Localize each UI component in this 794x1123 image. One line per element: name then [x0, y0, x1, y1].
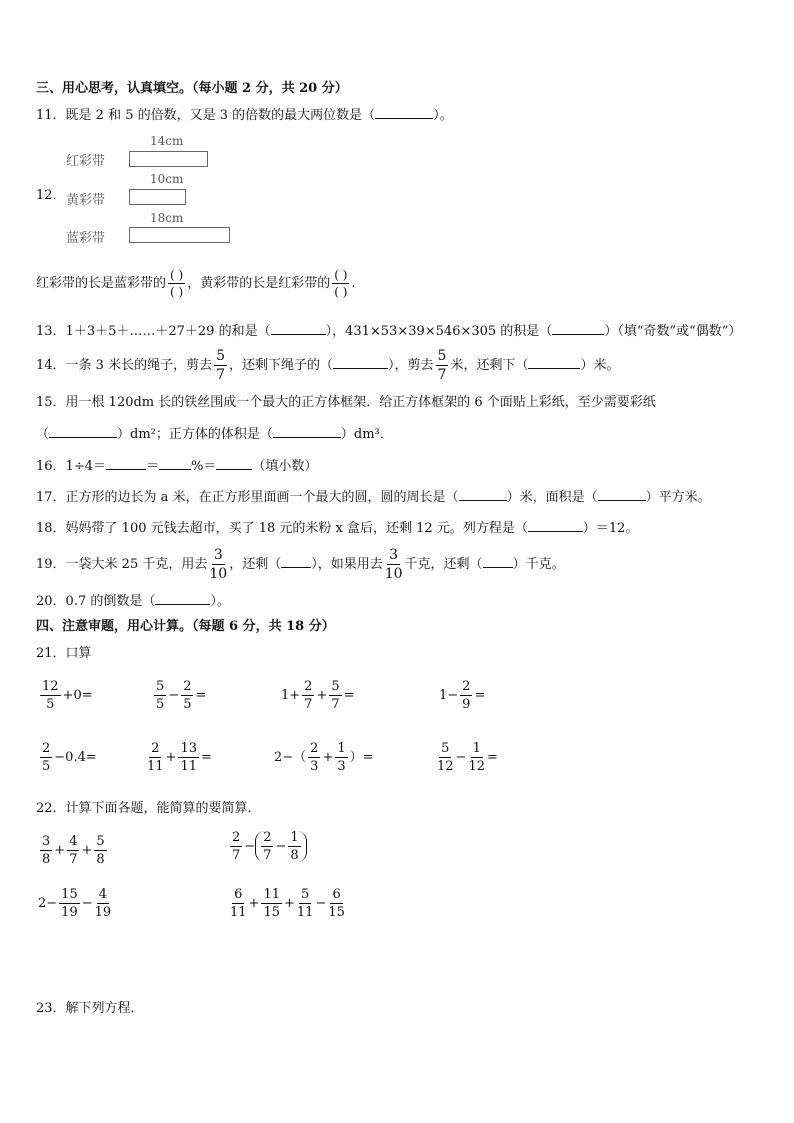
section-4-title: 四、注意审题，用心计算。（每题 6 分，共 18 分） [36, 619, 335, 634]
calc-22-4: $\frac{6}{11}$ + $\frac{11}{15}$ + $\frac{5}{11}$ − $\frac{6}{15}$ [230, 887, 345, 920]
yellow-ribbon-length: 10cm [150, 172, 184, 186]
question-22-title: 22．计算下面各题，能简算的要简算． [36, 801, 261, 816]
question-15-line1: 15．用一根 120dm 长的铁丝围成一个最大的正方体框架．给正方体框架的 6 个面贴上彩纸，至少需要彩纸 [36, 395, 656, 410]
question-15-line2: （ ）dm²；正方体的体积是（ ）dm³． [36, 427, 393, 442]
fraction: $\frac{3}{10}$ [384, 547, 403, 582]
calc-22-2: $\frac{2}{7}$ − $\frac{2}{7}$ − $\frac{1}{8}$ [228, 831, 307, 862]
fraction: $\frac{5}{7}$ [437, 348, 447, 383]
fraction: $\frac{5}{7}$ [216, 348, 225, 383]
calc-21-4: 1− $\frac{2}{9}$ = [439, 679, 486, 712]
calc-21-5: $\frac{2}{5}$ −0.4= [42, 741, 97, 774]
question-12-number: 12． [36, 188, 66, 203]
question-16: 16．1÷4＝ ＝ %＝ （填小数） [36, 459, 318, 474]
answer-fraction-blank[interactable]: $\frac{( )}{( )}$ [334, 268, 348, 299]
fraction: $\frac{3}{10}$ [209, 547, 228, 582]
answer-blank[interactable] [281, 555, 311, 568]
question-19: 19．一袋大米 25 千克，用去 $\frac{3}{10}$ ，还剩（ ），如果用去 $\frac{3}{10}$ 千克，还剩（ ）千克。 [36, 547, 565, 582]
answer-blank[interactable] [216, 457, 252, 470]
answer-blank[interactable] [528, 356, 580, 369]
calc-21-8: $\frac{5}{12}$ − $\frac{1}{12}$ = [437, 741, 498, 774]
question-23-title: 23．解下列方程． [36, 1001, 144, 1016]
question-14: 14．一条 3 米长的绳子，剪去 $\frac{5}{7}$ ，还剩下绳子的（ ），剪去 $\frac{5}{7}$ 米，还剩下（ ）米。 [36, 348, 620, 383]
section-3-title: 三、用心思考，认真填空。（每小题 2 分，共 20 分） [36, 81, 348, 96]
answer-blank[interactable] [271, 322, 326, 335]
yellow-ribbon-bar [129, 189, 186, 205]
question-13: 13．1＋3＋5＋……＋27＋29 的和是（ ），431×53×39×546×305 的积是（ ）（填“奇数”或“偶数”） [36, 324, 742, 339]
blue-ribbon-bar [129, 227, 230, 243]
answer-fraction-blank[interactable]: $\frac{( )}{( )}$ [170, 268, 184, 299]
answer-blank[interactable] [155, 592, 210, 605]
blue-ribbon-length: 18cm [150, 211, 184, 225]
answer-blank[interactable] [598, 488, 646, 501]
question-11: 11．既是 2 和 5 的倍数，又是 3 的倍数的最大两位数是（ ）。 [36, 108, 453, 123]
calc-21-7: 2−（ $\frac{2}{3}$ + $\frac{1}{3}$ ）= [274, 741, 374, 774]
calc-21-6: $\frac{2}{11}$ + $\frac{13}{11}$ = [147, 741, 212, 774]
calc-21-2: $\frac{5}{5}$ − $\frac{2}{5}$ = [156, 679, 207, 712]
calc-21-1: $\frac{12}{5}$ +0= [42, 679, 93, 712]
yellow-ribbon-label: 黄彩带 [66, 193, 106, 208]
answer-blank[interactable] [552, 322, 604, 335]
question-20: 20．0.7 的倒数是（ ）。 [36, 594, 230, 609]
question-17: 17．正方形的边长为 a 米，在正方形里面画一个最大的圆，圆的周长是（ ）米，面积是（ ）平方米。 [36, 490, 711, 505]
answer-blank[interactable] [273, 425, 341, 438]
answer-blank[interactable] [375, 106, 433, 119]
answer-blank[interactable] [159, 457, 191, 470]
calc-22-3: 2− $\frac{15}{19}$ − $\frac{4}{19}$ [38, 887, 112, 920]
red-ribbon-label: 红彩带 [66, 154, 106, 169]
question-18: 18．妈妈带了 100 元钱去超市，买了 18 元的米粉 x 盒后，还剩 12 元。列方程是（ ）＝12。 [36, 521, 639, 536]
answer-blank[interactable] [106, 457, 146, 470]
calc-21-3: 1+ $\frac{2}{7}$ + $\frac{5}{7}$ = [281, 679, 355, 712]
question-21-title: 21．口算 [36, 646, 92, 661]
answer-blank[interactable] [459, 488, 507, 501]
answer-blank[interactable] [483, 555, 513, 568]
blue-ribbon-label: 蓝彩带 [66, 231, 106, 246]
answer-blank[interactable] [528, 519, 583, 532]
red-ribbon-length: 14cm [150, 134, 184, 148]
answer-blank[interactable] [333, 356, 388, 369]
answer-blank[interactable] [49, 425, 117, 438]
question-12-text: 红彩带的长是蓝彩带的 $\frac{( )}{( )}$ ，黄彩带的长是红彩带的 $\frac{( )}{( )}$ . [36, 268, 356, 299]
red-ribbon-bar [129, 151, 208, 167]
calc-22-1: $\frac{3}{8}$ + $\frac{4}{7}$ + $\frac{5}{8}$ [42, 834, 105, 867]
